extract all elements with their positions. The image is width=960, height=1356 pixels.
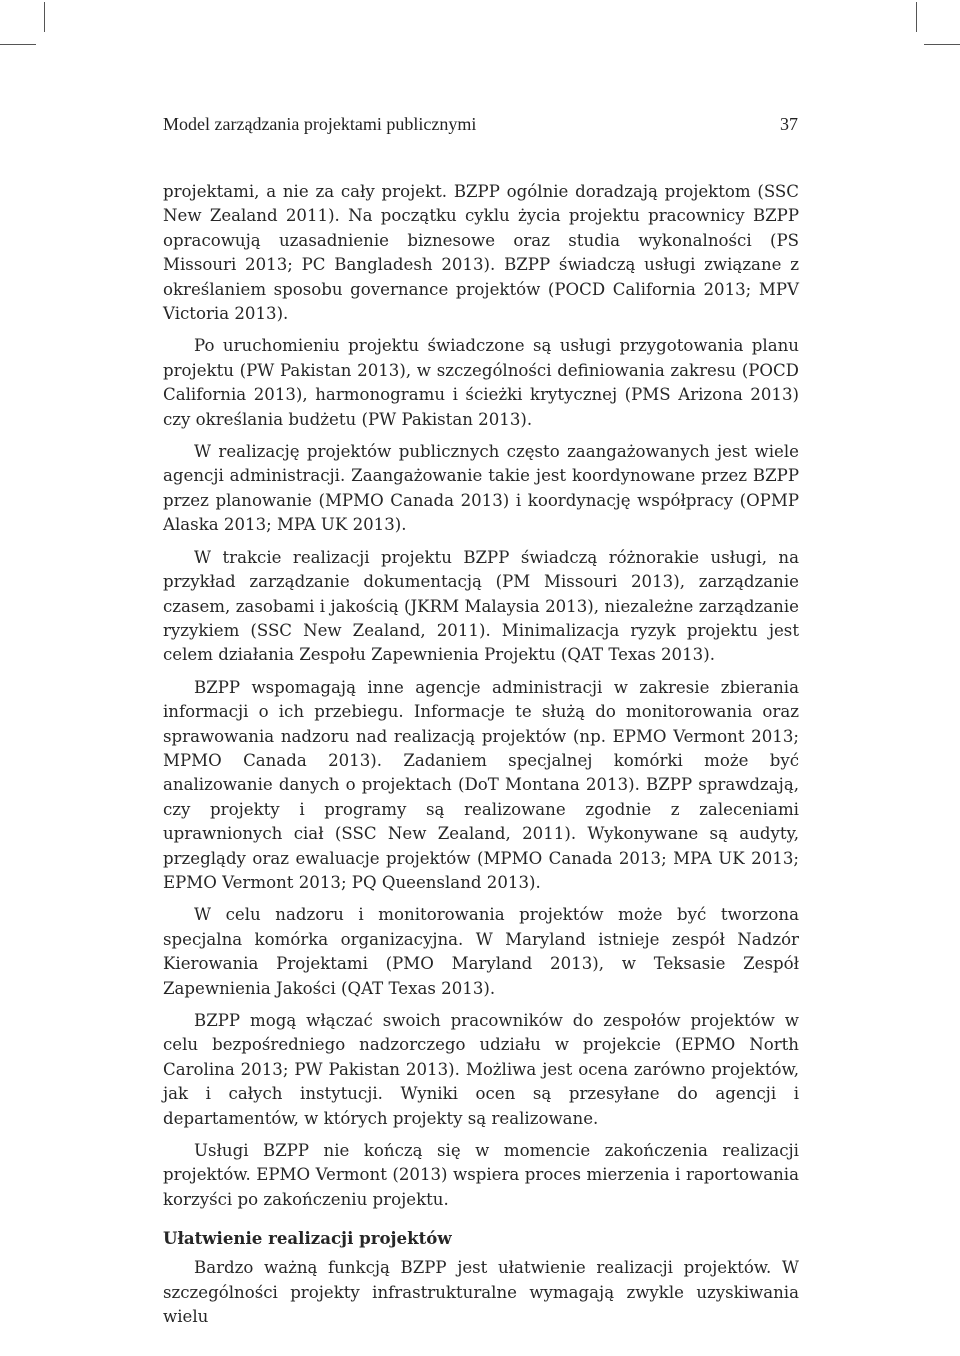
paragraph: BZPP mogą włączać swoich pracowników do zespołów projektów w celu bezpośredniego nadzorczego udziału w projekcie (EPMO North Carolina 2013; PW Pakistan 2013). Możliwa jest ocena zarówno projektów, jak i całych instytucji. Wyniki ocen są przesyłane do agencji i departamentów, w których projekty są realizowane. bbox=[163, 1011, 799, 1128]
paragraph: W trakcie realizacji projektu BZPP świadczą różnorakie usługi, na przykład zarządzanie dokumentacją (PM Missouri 2013), zarządzanie czasem, zasobami i jakością (JKRM Malaysia 2013), niezależne zarządzanie ryzykiem (SSC New Zealand, 2011). Minimalizacja ryzyk projektu jest celem działania Zespołu Zapewnienia Projektu (QAT Texas 2013). bbox=[163, 547, 799, 665]
paragraph: W celu nadzoru i monitorowania projektów może być tworzona specjalna komórka organizacyjna. W Maryland istnieje zespół Nadzór Kierowania Projektami (PMO Maryland 2013), w Teksasie Zespół Zapewnienia Jakości (QAT Texas 2013). bbox=[163, 905, 799, 998]
page-number: 37 bbox=[780, 114, 798, 134]
paragraph: Po uruchomieniu projektu świadczone są usługi przygotowania planu projektu (PW Pakistan 2013), w szczególności definiowania zakresu (POCD California 2013), harmonogramu i ścieżki krytycznej (PMS Arizona 2013) czy określania budżetu (PW Pakistan 2013). bbox=[163, 336, 799, 429]
paragraph: Bardzo ważną funkcją BZPP jest ułatwienie realizacji projektów. W szczególności projekty infrastrukturalne wymagają zwykle uzyskiwania wielu bbox=[163, 1258, 799, 1327]
paragraph: Usługi BZPP nie kończą się w momencie zakończenia realizacji projektów. EPMO Vermont (2013) wspiera proces mierzenia i raportowania korzyści po zakończeniu projektu. bbox=[163, 1141, 799, 1209]
paragraph: W realizację projektów publicznych często zaangażowanych jest wiele agencji administracji. Zaangażowanie takie jest koordynowane przez BZPP przez planowanie (MPMO Canada 2013) i koordynację współpracy (OPMP Alaska 2013; MPA UK 2013). bbox=[163, 442, 799, 535]
section-heading: Ułatwienie realizacji projektów bbox=[163, 1228, 452, 1249]
paragraph: BZPP wspomagają inne agencje administracji w zakresie zbierania informacji o ich przebiegu. Informacje te służą do monitorowania oraz sprawowania nadzoru nad realizacją projektów (np. EPMO Vermont 2013; MPMO Canada 2013). Zadaniem specjalnej komórki może być analizowanie danych o projektach (DoT Montana 2013). BZPP sprawdzają, czy projekty i programy są realizowane zgodnie z zaleceniami uprawnionych ciał (SSC New Zealand, 2011). Wykonywane są audyty, przeglądy oraz ewaluacje projektów (MPMO Canada 2013; MPA UK 2013; EPMO Vermont 2013; PQ Queensland 2013). bbox=[163, 677, 799, 892]
crop-mark-top-left-vertical bbox=[44, 2, 45, 32]
running-header bbox=[163, 113, 798, 135]
crop-mark-top-right-vertical bbox=[916, 2, 917, 32]
paragraph: projektami, a nie za cały projekt. BZPP ogólnie doradzają projektom (SSC New Zealand 2011). Na początku cyklu życia projektu pracownicy BZPP opracowują uzasadnienie biznesowe oraz studia wykonalności (PS Missouri 2013; PC Bangladesh 2013). BZPP świadczą usługi związane z określaniem sposobu governance projektów (POCD California 2013; MPV Victoria 2013). bbox=[163, 182, 799, 324]
body-text bbox=[163, 180, 799, 1337]
running-header-title: Model zarządzania projektami publicznymi bbox=[163, 114, 477, 134]
crop-mark-top-left-horizontal bbox=[0, 44, 36, 45]
crop-mark-top-right-horizontal bbox=[924, 44, 960, 45]
